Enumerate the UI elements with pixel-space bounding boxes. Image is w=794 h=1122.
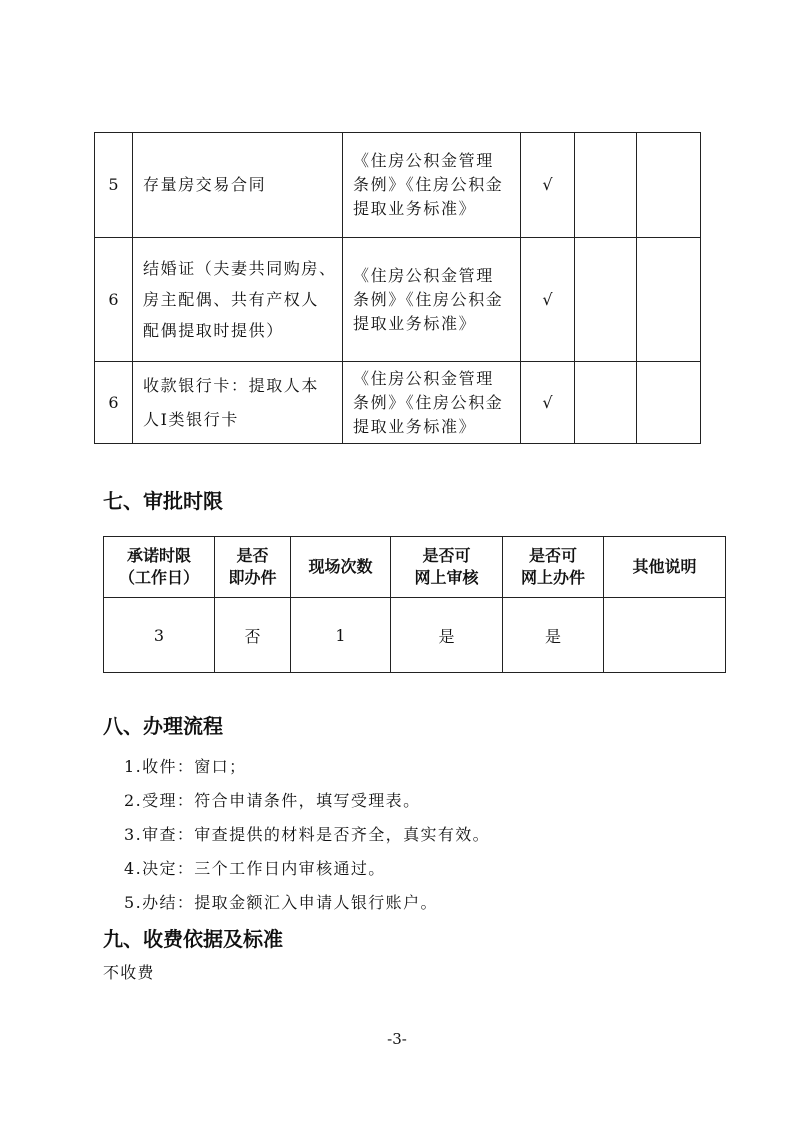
table-row xyxy=(95,133,701,238)
column-header xyxy=(104,537,215,598)
empty-cell xyxy=(637,133,701,238)
empty-cell xyxy=(575,362,637,444)
column-header xyxy=(604,537,726,598)
column-header-line: 即办件 xyxy=(228,568,277,587)
legal-basis-line: 提取业务标准》 xyxy=(353,313,477,333)
check-mark: √ xyxy=(521,238,575,362)
table-row xyxy=(104,598,726,673)
legal-basis-line: 条例》《住房公积金 xyxy=(353,392,504,412)
legal-basis-line: 《住房公积金管理 xyxy=(353,151,494,170)
legal-basis xyxy=(343,133,521,238)
material-name-line: 房主配偶、共有产权人 xyxy=(143,290,320,309)
empty-cell xyxy=(575,238,637,362)
table-row xyxy=(95,362,701,444)
legal-basis-line: 《住房公积金管理 xyxy=(353,368,494,388)
fee-text: 不收费 xyxy=(103,963,155,982)
empty-cell xyxy=(637,238,701,362)
column-header-line: （工作日） xyxy=(118,568,199,587)
column-header xyxy=(291,537,391,598)
column-header-line: 承诺时限 xyxy=(126,546,191,565)
value-cell: 是 xyxy=(503,598,604,673)
value-cell: 否 xyxy=(215,598,291,673)
material-name-line: 人I类银行卡 xyxy=(143,409,239,429)
material-name-line: 收款银行卡：提取人本 xyxy=(143,375,320,395)
row-number: 5 xyxy=(95,133,133,238)
process-step: 1.收件：窗口； xyxy=(124,757,247,776)
process-step: 4.决定：三个工作日内审核通过。 xyxy=(124,859,386,878)
legal-basis-line: 提取业务标准》 xyxy=(353,416,477,436)
empty-cell xyxy=(637,362,701,444)
section-heading-fees: 九、收费依据及标准 xyxy=(103,927,283,951)
table-row xyxy=(95,238,701,362)
value-cell: 3 xyxy=(104,598,215,673)
value-cell: 是 xyxy=(391,598,503,673)
legal-basis-line: 条例》《住房公积金 xyxy=(353,175,504,194)
material-name xyxy=(133,133,343,238)
check-mark: √ xyxy=(521,133,575,238)
column-header xyxy=(503,537,604,598)
process-step: 5.办结：提取金额汇入申请人银行账户。 xyxy=(124,893,438,912)
empty-cell xyxy=(575,133,637,238)
column-header-line: 其他说明 xyxy=(632,557,697,576)
process-step: 2.受理：符合申请条件，填写受理表。 xyxy=(124,791,421,810)
material-name-line: 配偶提取时提供） xyxy=(143,321,284,340)
column-header xyxy=(391,537,503,598)
material-name xyxy=(133,362,343,444)
value-cell: 1 xyxy=(291,598,391,673)
legal-basis-line: 条例》《住房公积金 xyxy=(353,289,504,309)
column-header-line: 现场次数 xyxy=(308,557,373,576)
row-number: 6 xyxy=(95,238,133,362)
column-header-line: 网上办件 xyxy=(520,568,585,587)
column-header-line: 是否 xyxy=(236,546,269,565)
section-heading-process: 八、办理流程 xyxy=(103,714,223,738)
column-header-line: 是否可 xyxy=(422,546,471,565)
table-header-row xyxy=(104,537,726,598)
legal-basis-line: 提取业务标准》 xyxy=(353,199,477,218)
material-name xyxy=(133,238,343,362)
section-heading-approval-time: 七、审批时限 xyxy=(103,489,223,513)
column-header-line: 网上审核 xyxy=(414,568,479,587)
legal-basis xyxy=(343,238,521,362)
materials-table xyxy=(94,132,701,444)
page-number: -3- xyxy=(387,1030,407,1048)
process-step: 3.审查：审查提供的材料是否齐全，真实有效。 xyxy=(124,825,491,844)
row-number: 6 xyxy=(95,362,133,444)
value-cell xyxy=(604,598,726,673)
approval-time-table xyxy=(103,536,726,673)
material-name-line: 结婚证（夫妻共同购房、 xyxy=(143,259,337,278)
legal-basis-line: 《住房公积金管理 xyxy=(353,265,494,285)
column-header xyxy=(215,537,291,598)
column-header-line: 是否可 xyxy=(528,546,577,565)
material-name-line: 存量房交易合同 xyxy=(143,175,267,194)
check-mark: √ xyxy=(521,362,575,444)
legal-basis xyxy=(343,362,521,444)
